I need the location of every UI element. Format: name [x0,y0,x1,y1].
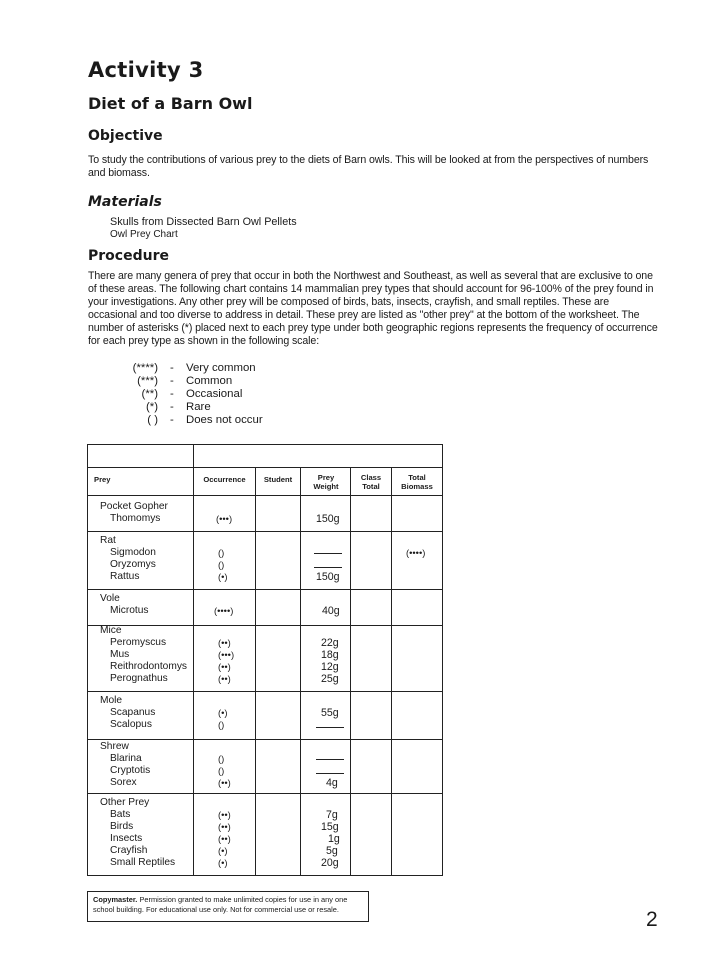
scale-code: (***) [137,375,158,387]
page-title: Activity 3 [88,58,204,82]
occurrence-value: (••) [218,637,231,648]
objective-text: To study the contributions of various prey to the diets of Barn owls. This will be looked at from the perspectives of numbers and biomass. [88,154,649,180]
occurrence-value: () [218,559,225,570]
row-divider [88,531,442,532]
group-name: Shrew [100,741,129,752]
prey-label: Oryzomys [110,559,156,570]
prey-label: Birds [110,821,134,832]
row-divider [88,691,442,692]
prey-label: Scalopus [110,719,152,730]
occurrence-value: (••••) [214,605,234,616]
occurrence-value: () [218,753,225,764]
objective-heading: Objective [88,128,163,144]
occurrence-value: (•) [218,857,228,868]
row-divider [88,625,442,626]
occurrence-value: (••) [218,821,231,832]
column-divider [350,467,351,875]
weight-blank-line [314,567,342,568]
scale-code: (****) [132,362,158,374]
occurrence-value: (••) [218,777,231,788]
header-class-total: Class Total [360,473,382,491]
header-student: Student [263,475,293,484]
header-prey-weight: Prey Weight [313,473,339,491]
prey-label: Cryptotis [110,765,151,776]
scale-label: Occasional [186,388,243,400]
occurrence-value: (••) [218,661,231,672]
scale-dash: - [170,414,174,426]
copymaster-label: Copymaster. [93,895,138,904]
materials-heading: Materials [88,194,162,210]
header-prey: Prey [94,475,111,484]
prey-weight: 150g [316,513,340,525]
weight-blank-line [316,759,344,760]
scale-label: Common [186,375,233,387]
prey-weight: 5g [326,845,338,857]
group-name: Other Prey [100,797,150,808]
prey-label: Blarina [110,753,142,764]
prey-label: Microtus [110,605,149,616]
prey-weight: 150g [316,571,340,583]
occurrence-value: (•••) [218,649,235,660]
prey-label: Scapanus [110,707,156,718]
prey-weight: 25g [321,673,339,685]
row-divider [88,589,442,590]
group-name: Vole [100,593,120,604]
prey-weight: 20g [321,857,339,869]
prey-weight: 15g [321,821,339,833]
biomass-value: (••••) [406,547,426,558]
prey-label: Sorex [110,777,137,788]
prey-weight: 1g [328,833,340,845]
scale-label: Does not occur [186,414,263,426]
group-name: Mole [100,695,123,706]
row-divider [88,739,442,740]
scale-label: Very common [186,362,256,374]
prey-label: Rattus [110,571,140,582]
scale-code: ( ) [147,414,158,426]
prey-label: Crayfish [110,845,148,856]
scale-dash: - [170,362,174,374]
column-divider [255,467,256,875]
row-divider [88,793,442,794]
column-divider [300,467,301,875]
column-divider [391,467,392,875]
procedure-text: There are many genera of prey that occur in both the Northwest and Southeast, as well as several that are exclusive to one of these areas. The following chart contains 14 mammalian prey types that should account for 96-100% of the prey found in your investigations. Any other prey will be composed of birds, bats, insects, crayfish, and small reptiles. These are occasional and too diverse to address in detail. These prey are listed as "other prey" at the bottom of the worksheet. The number of asterisks (*) placed next to each prey type under both geographic regions represents the frequency of occurrence for each prey type as shown in the following scale: [88,270,658,348]
occurrence-value: (••) [218,809,231,820]
materials-item: Skulls from Dissected Barn Owl Pellets [110,216,297,228]
prey-label: Bats [110,809,131,820]
prey-weight: 18g [321,649,339,661]
scale-label: Rare [186,401,211,413]
materials-item: Owl Prey Chart [110,229,178,240]
prey-label: Sigmodon [110,547,156,558]
scale-dash: - [170,401,174,413]
weight-blank-line [316,773,344,774]
header-occurrence: Occurrence [203,475,246,484]
occurrence-value: (•••) [216,513,233,524]
scale-code: (**) [141,388,158,400]
prey-label: Thomomys [110,513,161,524]
prey-label: Peromyscus [110,637,167,648]
occurrence-value: (•) [218,845,228,856]
prey-weight: 12g [321,661,339,673]
occurrence-value: (••) [218,833,231,844]
prey-label: Reithrodontomys [110,661,188,672]
procedure-heading: Procedure [88,248,169,264]
occurrence-value: (•) [218,707,228,718]
weight-blank-line [316,727,344,728]
occurrence-value: () [218,547,225,558]
copymaster-notice [87,891,369,922]
prey-label: Mus [110,649,130,660]
scale-code: (*) [145,401,158,413]
prey-label: Small Reptiles [110,857,176,868]
prey-weight: 22g [321,637,339,649]
weight-blank-line [314,553,342,554]
prey-weight: 40g [322,605,340,617]
group-name: Pocket Gopher [100,501,168,512]
row-divider [88,495,442,496]
scale-dash: - [170,375,174,387]
header-total-biomass: Total Biomass [401,473,433,491]
occurrence-value: (••) [218,673,231,684]
occurrence-value: () [218,765,225,776]
occurrence-value: (•) [218,571,228,582]
prey-weight: 7g [326,809,338,821]
row-divider [88,467,442,468]
page-number: 2 [646,908,658,931]
prey-weight: 4g [326,777,338,789]
group-name: Rat [100,535,116,546]
column-divider [193,445,194,875]
group-name: Mice [100,625,122,636]
prey-label: Insects [110,833,143,844]
prey-chart-table [87,444,443,876]
scale-dash: - [170,388,174,400]
prey-weight: 55g [321,707,339,719]
occurrence-value: () [218,719,225,730]
page-subtitle: Diet of a Barn Owl [88,94,253,113]
copymaster-text: Permission granted to make unlimited copies for use in any one school building. For educational use only. Not for commercial use or resale. [93,895,348,914]
prey-label: Perognathus [110,673,168,684]
